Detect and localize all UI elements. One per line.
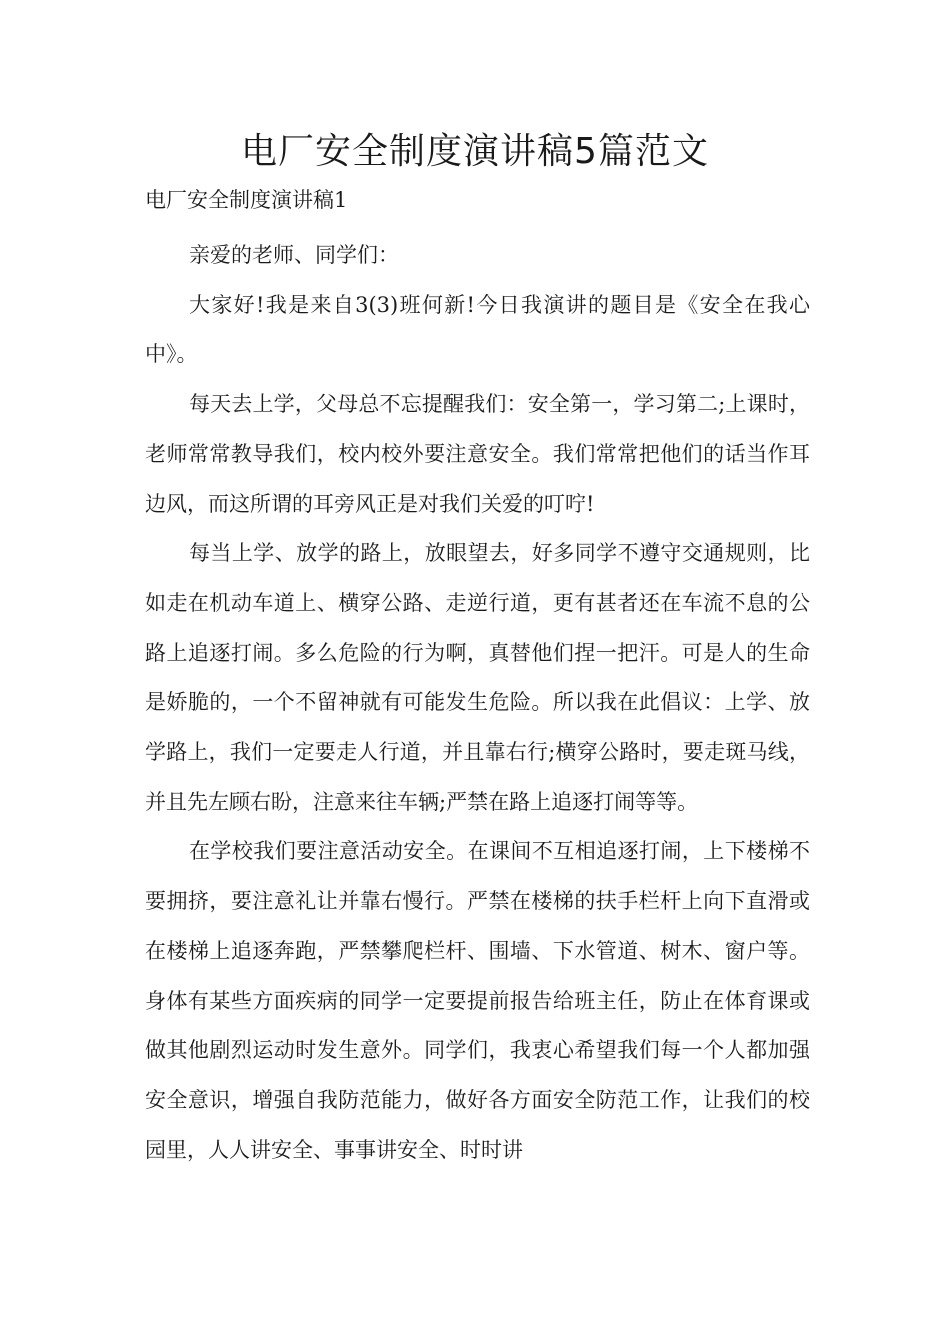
intro-paragraph: 大家好!我是来自3(3)班何新!今日我演讲的题目是《安全在我心中》。 [145, 292, 810, 367]
document-title: 电厂安全制度演讲稿5篇范文 [241, 131, 709, 172]
body-paragraph: 每当上学、放学的路上，放眼望去，好多同学不遵守交通规则，比如走在机动车道上、横穿公路、走逆行道，更有甚者还在车流不息的公路上追逐打闹。多么危险的行为啊，真替他们捏一把汗。可是人的生命是娇脆的，一个不留神就有可能发生危险。所以我在此倡议：上学、放学路上，我们一定要走人行道，并且靠右行;横穿公路时，要走斑马线，并且先左顾右盼，注意来往车辆;严禁在路上追逐打闹等等。 [145, 541, 810, 814]
body-paragraph: 在学校我们要注意活动安全。在课间不互相追逐打闹，上下楼梯不要拥挤，要注意礼让并靠右慢行。严禁在楼梯的扶手栏杆上向下直滑或在楼梯上追逐奔跑，严禁攀爬栏杆、围墙、下水管道、树木、窗户等。身体有某些方面疾病的同学一定要提前报告给班主任，防止在体育课或做其他剧烈运动时发生意外。同学们，我衷心希望我们每一个人都加强安全意识，增强自我防范能力，做好各方面安全防范工作，让我们的校园里，人人讲安全、事事讲安全、时时讲 [145, 839, 810, 1162]
body-paragraph: 每天去上学，父母总不忘提醒我们：安全第一，学习第二;上课时，老师常常教导我们，校内校外要注意安全。我们常常把他们的话当作耳边风，而这所谓的耳旁风正是对我们关爱的叮咛! [145, 392, 810, 516]
section-heading: 电厂安全制度演讲稿1 [145, 188, 348, 212]
salutation-paragraph: 亲爱的老师、同学们： [189, 243, 399, 267]
document-body [145, 231, 810, 1175]
